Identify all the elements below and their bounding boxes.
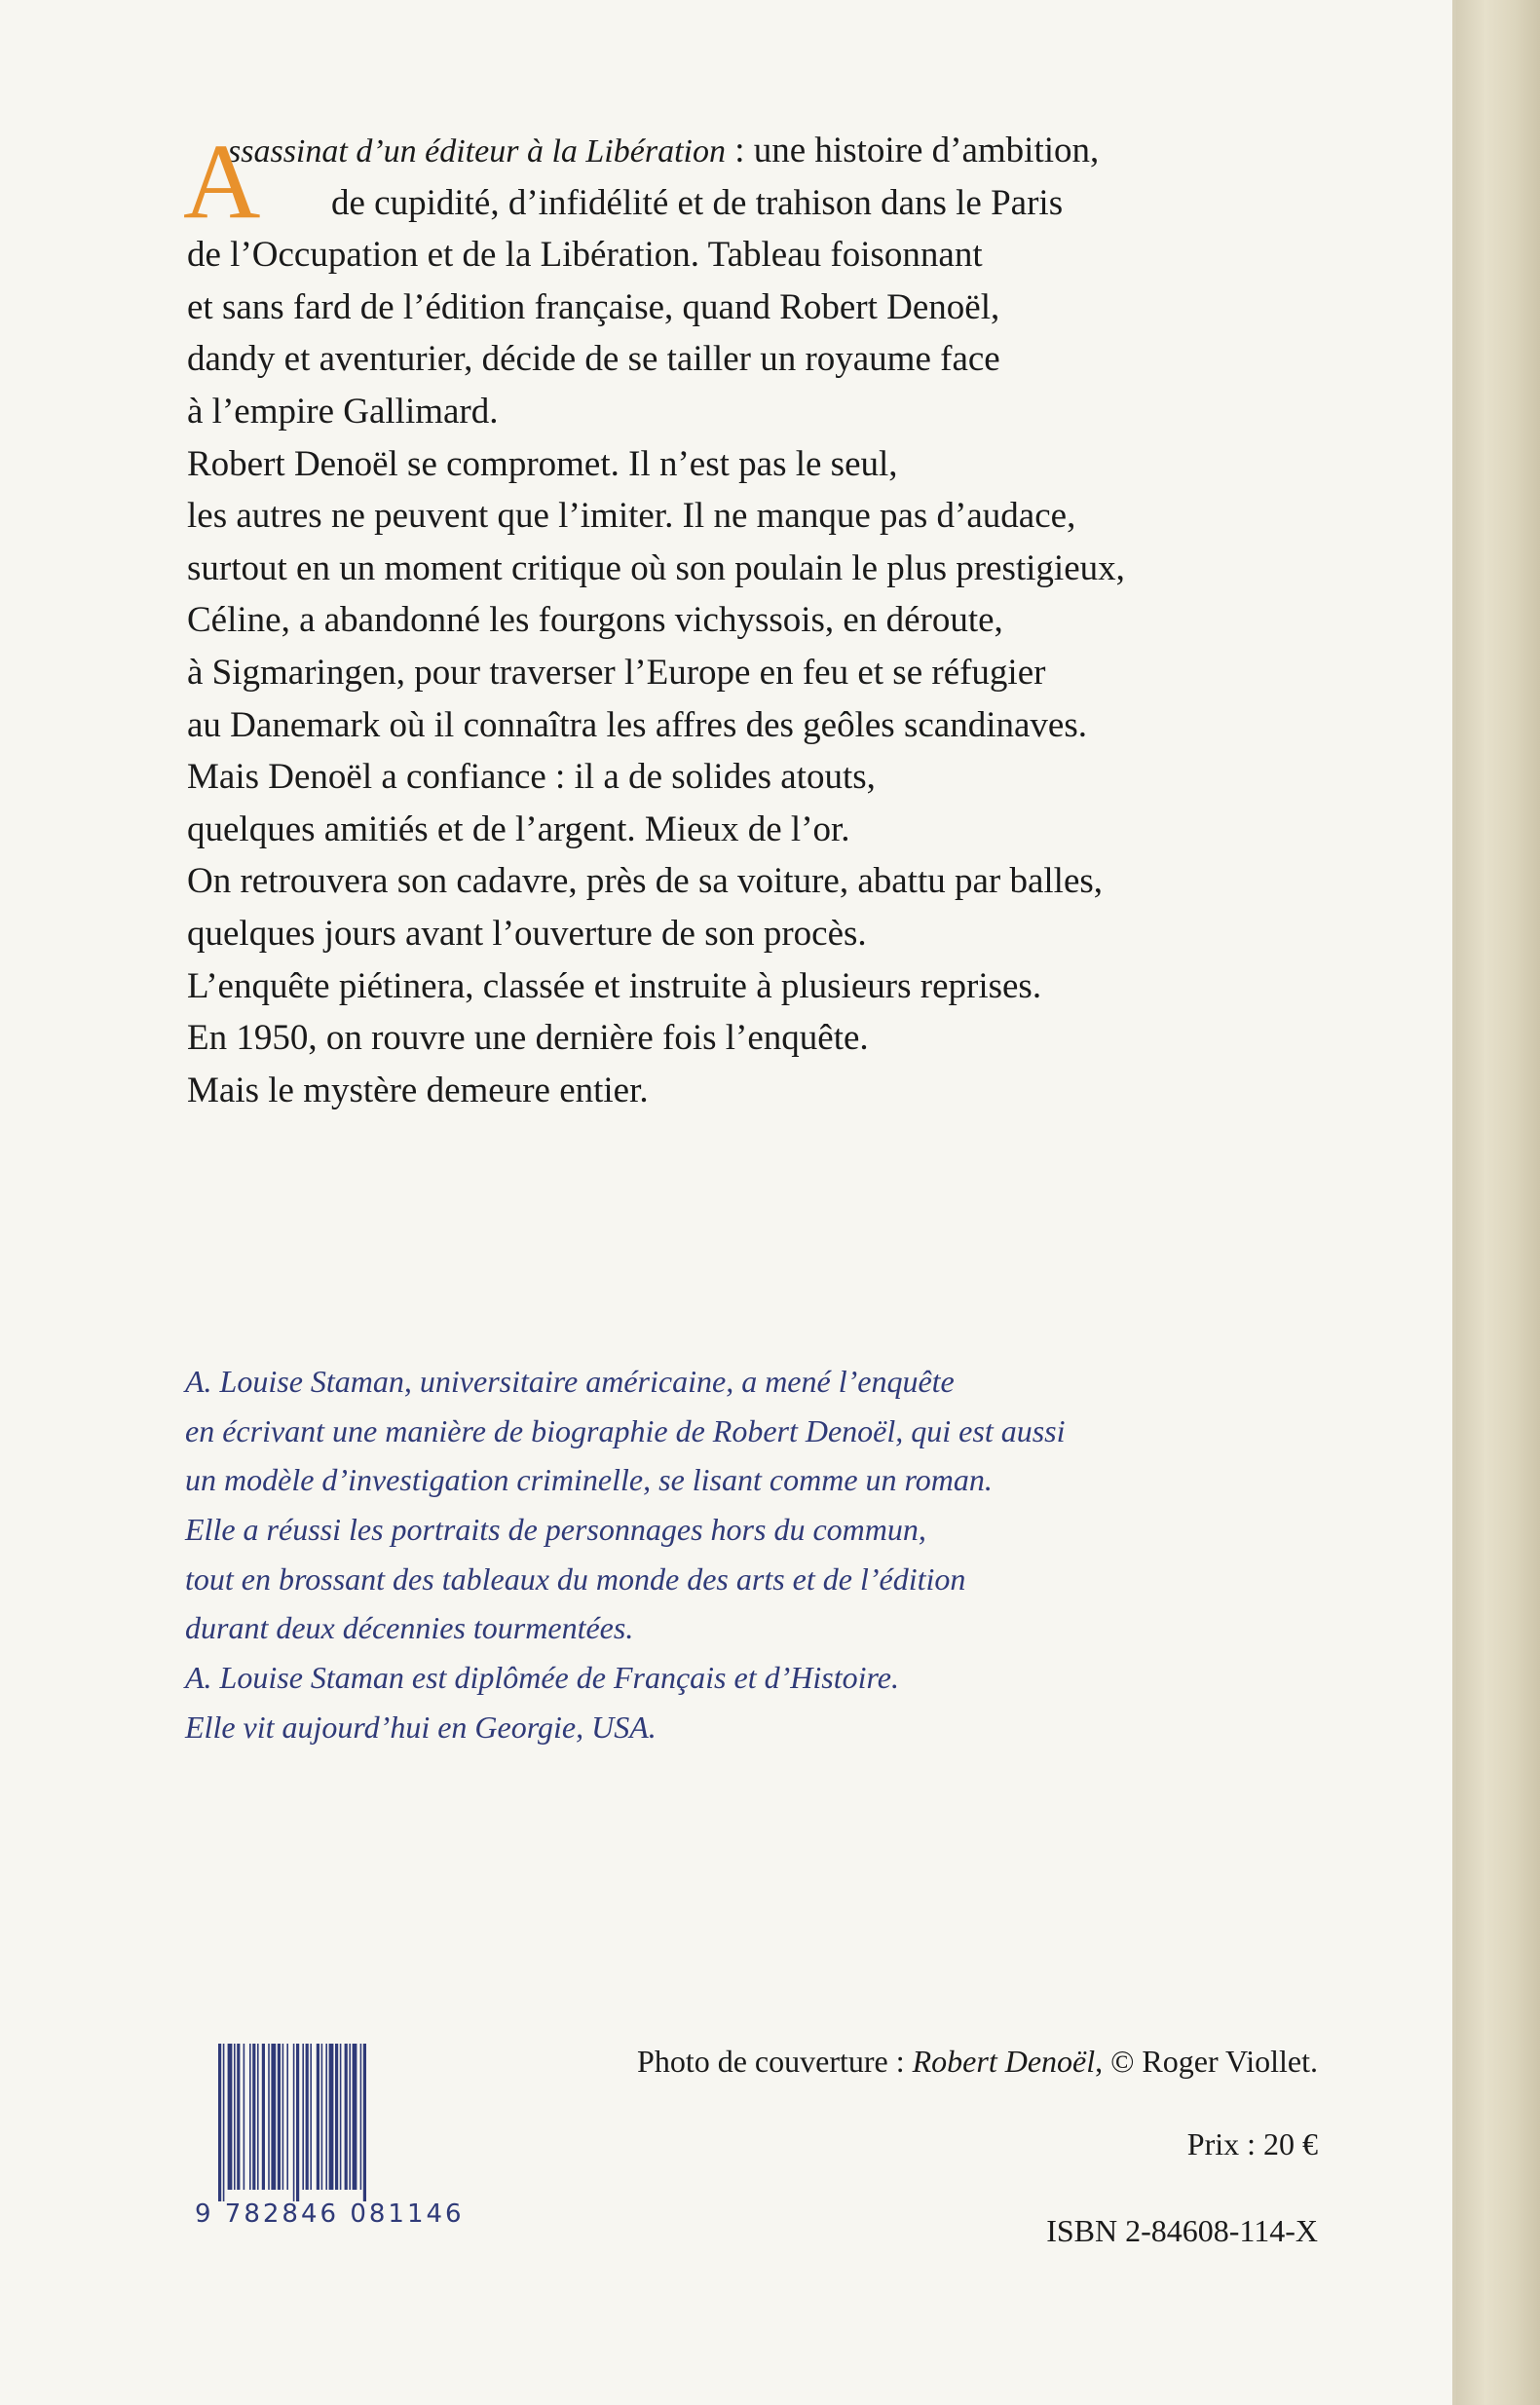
- photo-credit-suffix: , © Roger Viollet.: [1095, 2044, 1318, 2079]
- blurb-line: quelques amitiés et de l’argent. Mieux de l’or.: [187, 808, 850, 849]
- blurb-line: de l’Occupation et de la Libération. Tableau foisonnant: [187, 235, 983, 276]
- author-bio: [185, 1357, 1354, 1752]
- blurb-line: quelques jours avant l’ouverture de son procès.: [187, 913, 867, 954]
- barcode-bars: [216, 2044, 508, 2201]
- barcode-bar: [345, 2044, 348, 2190]
- barcode-bar: [271, 2044, 276, 2190]
- barcode-bar: [223, 2044, 225, 2201]
- barcode-bar: [228, 2044, 233, 2190]
- blurb-line: et sans fard de l’édition française, quand Robert Denoël,: [187, 286, 1000, 327]
- bio-line: en écrivant une manière de biographie de Robert Denoël, qui est aussi: [185, 1412, 1066, 1448]
- blurb-line: L’enquête piétinera, classée et instruite à plusieurs reprises.: [187, 965, 1042, 1006]
- barcode-bar: [282, 2044, 284, 2190]
- barcode-bar: [310, 2044, 312, 2190]
- barcode-bar: [325, 2044, 327, 2190]
- cover-credits: [637, 2044, 1318, 2249]
- bio-line: durant deux décennies tourmentées.: [185, 1610, 634, 1646]
- barcode-bar: [349, 2044, 351, 2190]
- blurb-line: les autres ne peuvent que l’imiter. Il ne manque pas d’audace,: [187, 496, 1076, 537]
- blurb-text: [183, 122, 1356, 1116]
- bio-line: Elle a réussi les portraits de personnages hors du commun,: [185, 1512, 926, 1548]
- blurb-line: à Sigmaringen, pour traverser l’Europe en feu et se réfugier: [187, 652, 1046, 693]
- drop-cap-letter: A: [183, 122, 261, 241]
- barcode-bar: [340, 2044, 342, 2190]
- barcode-bar: [293, 2044, 295, 2201]
- barcode-bar: [234, 2044, 236, 2190]
- blurb-line: de cupidité, d’infidélité et de trahison dans le Paris: [331, 182, 1064, 223]
- barcode-bar: [317, 2044, 319, 2190]
- book-title-italic: ssassinat d’un éditeur à la Libération: [228, 133, 726, 169]
- isbn-label: ISBN 2-84608-114-X: [1046, 2213, 1318, 2248]
- bio-line: Elle vit aujourd’hui en Georgie, USA.: [185, 1709, 657, 1745]
- bio-line: A. Louise Staman, universitaire américaine, a mené l’enquête: [185, 1364, 955, 1399]
- photo-credit: [637, 2044, 1318, 2080]
- bio-line: un modèle d’investigation criminelle, se lisant comme un roman.: [185, 1462, 993, 1498]
- book-spine-edge: [1456, 0, 1540, 2405]
- blurb-line: Mais le mystère demeure entier.: [187, 1070, 649, 1110]
- barcode-bar: [353, 2044, 357, 2190]
- barcode-bar: [244, 2044, 245, 2190]
- blurb-line: surtout en un moment critique où son poulain le plus prestigieux,: [187, 547, 1125, 588]
- barcode-bar: [329, 2044, 334, 2190]
- blurb-line: Mais Denoël a confiance : il a de solides atouts,: [187, 757, 876, 798]
- photo-credit-prefix: Photo de couverture :: [637, 2044, 913, 2079]
- barcode-bar: [257, 2044, 259, 2190]
- barcode-bar: [218, 2044, 221, 2201]
- price-label: Prix : 20 €: [1186, 2126, 1318, 2161]
- barcode-bar: [237, 2044, 240, 2190]
- barcode-bar: [268, 2044, 270, 2190]
- barcode-bar: [296, 2044, 299, 2201]
- barcode-bar: [262, 2044, 265, 2190]
- barcode-bar: [278, 2044, 281, 2190]
- blurb-line: Céline, a abandonné les fourgons vichyssois, en déroute,: [187, 600, 1003, 641]
- blurb-line: En 1950, on rouvre une dernière fois l’enquête.: [187, 1018, 869, 1059]
- blurb-line: Robert Denoël se compromet. Il n’est pas le seul,: [187, 443, 898, 484]
- blurb-line: On retrouvera son cadavre, près de sa voiture, abattu par balles,: [187, 861, 1104, 902]
- barcode-bar: [306, 2044, 309, 2190]
- blurb-first-line-rest: : une histoire d’ambition,: [725, 131, 1100, 170]
- bio-line: tout en brossant des tableaux du monde des arts et de l’édition: [185, 1560, 966, 1597]
- photo-credit-subject: Robert Denoël: [912, 2044, 1096, 2079]
- barcode-bar: [249, 2044, 251, 2190]
- barcode-bar: [363, 2044, 366, 2201]
- barcode-bar: [335, 2044, 338, 2190]
- blurb-line: dandy et aventurier, décide de se tailler un royaume face: [187, 339, 1000, 380]
- barcode-bar: [302, 2044, 304, 2190]
- barcode-bar: [286, 2044, 288, 2190]
- barcode-bar: [252, 2044, 255, 2190]
- blurb-line: à l’empire Gallimard.: [187, 391, 499, 432]
- barcode-bar: [321, 2044, 323, 2190]
- barcode-number: 9 782846 081146: [195, 2199, 465, 2229]
- barcode-bar: [360, 2044, 362, 2190]
- bio-line: A. Louise Staman est diplômée de Français et d’Histoire.: [185, 1660, 899, 1696]
- blurb-line: au Danemark où il connaîtra les affres des geôles scandinaves.: [187, 704, 1087, 745]
- barcode: [195, 2044, 521, 2238]
